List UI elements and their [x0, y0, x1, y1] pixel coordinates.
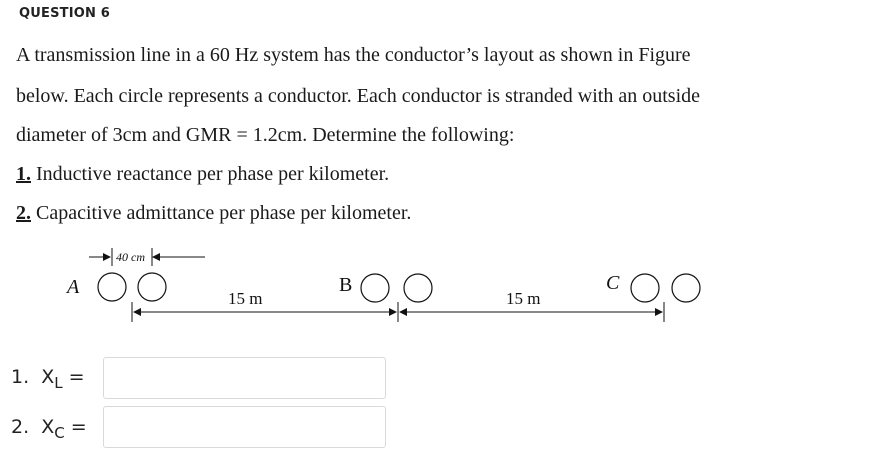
- phase-c-label: C: [606, 272, 620, 294]
- answer-symbol: X: [41, 366, 55, 388]
- task-number: 1.: [16, 163, 31, 185]
- task-number: 2.: [16, 202, 31, 224]
- conductor-b1: [361, 274, 389, 302]
- conductor-a1: [98, 273, 126, 301]
- question-line-2: below. Each circle represents a conductor. Each conductor is stranded with an outside: [16, 85, 701, 107]
- spacing-label: 40 cm: [116, 250, 145, 264]
- distance-label-bc: 15 m: [506, 289, 541, 308]
- answer-label-xc: [11, 416, 87, 442]
- conductor-b2: [404, 274, 432, 302]
- answer-subscript: L: [54, 374, 63, 392]
- answer-number: 2.: [11, 416, 30, 438]
- conductor-a2: [138, 273, 166, 301]
- task-text: Inductive reactance per phase per kilometer.: [31, 163, 390, 185]
- answer-number: 1.: [11, 366, 30, 388]
- phase-b-label: B: [339, 274, 353, 296]
- xc-answer-input[interactable]: [103, 406, 386, 448]
- answer-label-xl: [11, 366, 85, 392]
- conductor-c1: [631, 274, 659, 302]
- question-line-3: diameter of 3cm and GMR = 1.2cm. Determine the following:: [16, 124, 515, 146]
- answer-equals: =: [68, 366, 85, 388]
- question-line-1: A transmission line in a 60 Hz system has the conductor’s layout as shown in Figure: [16, 44, 691, 66]
- phase-a-label: A: [67, 276, 80, 298]
- conductor-layout-figure: [0, 236, 870, 331]
- xl-answer-input[interactable]: [103, 357, 386, 399]
- answer-symbol: X: [41, 416, 55, 438]
- conductor-c2: [672, 274, 700, 302]
- question-heading: QUESTION 6: [19, 6, 111, 21]
- task-item-2: [16, 202, 411, 225]
- answer-equals: =: [70, 416, 87, 438]
- task-item-1: [16, 163, 389, 186]
- distance-label-ab: 15 m: [228, 289, 263, 308]
- answer-subscript: C: [54, 424, 65, 442]
- task-text: Capacitive admittance per phase per kilometer.: [31, 202, 412, 224]
